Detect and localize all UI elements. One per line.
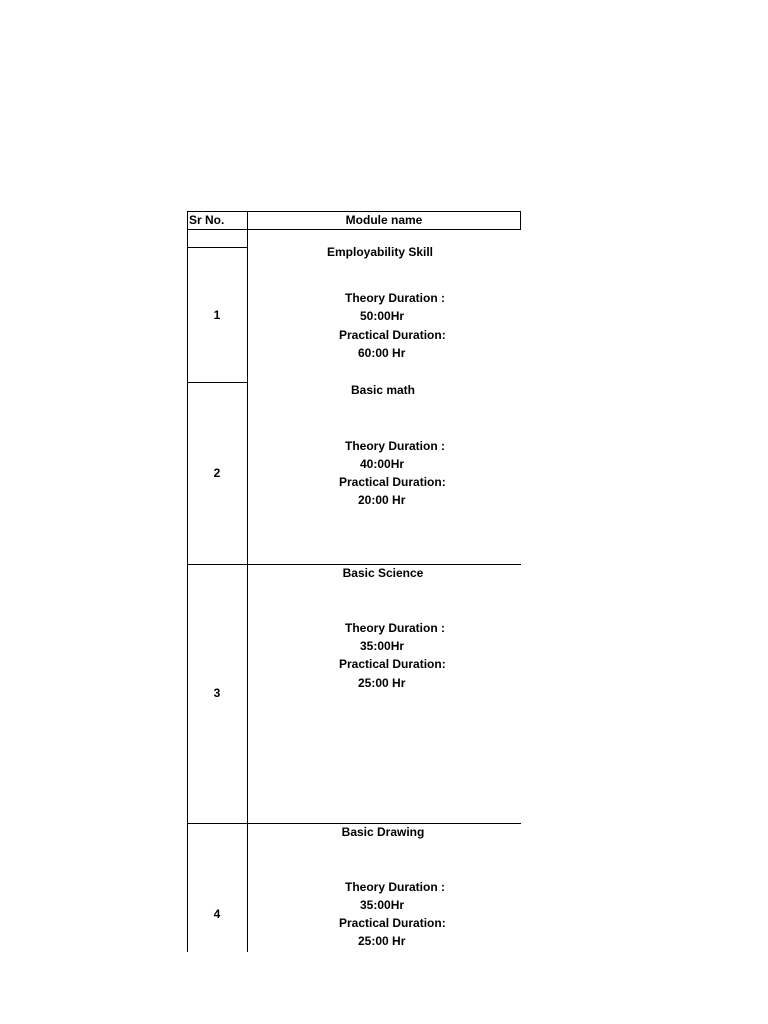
header-module-name: Module name (345, 213, 423, 227)
module-title: Basic Science (342, 566, 424, 580)
practical-duration-label: Practical Duration: (339, 916, 446, 930)
practical-duration-value: 60:00 Hr (358, 346, 406, 360)
practical-duration-value: 25:00 Hr (358, 934, 406, 948)
header-bottom-border (187, 229, 521, 230)
module-title: Employability Skill (326, 245, 434, 259)
row-separator (187, 564, 521, 565)
theory-duration-label: Theory Duration : (345, 621, 446, 635)
module-title: Basic math (350, 383, 416, 397)
practical-duration-label: Practical Duration: (339, 475, 446, 489)
theory-duration-value: 35:00Hr (360, 639, 405, 653)
theory-duration-label: Theory Duration : (345, 880, 446, 894)
theory-duration-label: Theory Duration : (345, 291, 446, 305)
column-divider (247, 211, 248, 952)
row-sr-number: 1 (213, 308, 221, 322)
practical-duration-value: 25:00 Hr (358, 676, 406, 690)
header-right-border (520, 211, 521, 230)
theory-duration-label: Theory Duration : (345, 439, 446, 453)
practical-duration-label: Practical Duration: (339, 657, 446, 671)
module-title: Basic Drawing (341, 825, 425, 839)
theory-duration-value: 50:00Hr (360, 309, 405, 323)
row-sr-number: 4 (213, 907, 221, 921)
sr-row-separator (187, 382, 248, 383)
theory-duration-value: 40:00Hr (360, 457, 405, 471)
row-sr-number: 2 (213, 466, 221, 480)
sr-row-separator (187, 247, 248, 248)
row-separator (187, 823, 521, 824)
header-top-border (187, 211, 521, 212)
table-left-border (187, 211, 188, 952)
header-sr-no: Sr No. (189, 213, 225, 227)
practical-duration-value: 20:00 Hr (358, 493, 406, 507)
practical-duration-label: Practical Duration: (339, 328, 446, 342)
row-sr-number: 3 (213, 686, 221, 700)
theory-duration-value: 35:00Hr (360, 898, 405, 912)
